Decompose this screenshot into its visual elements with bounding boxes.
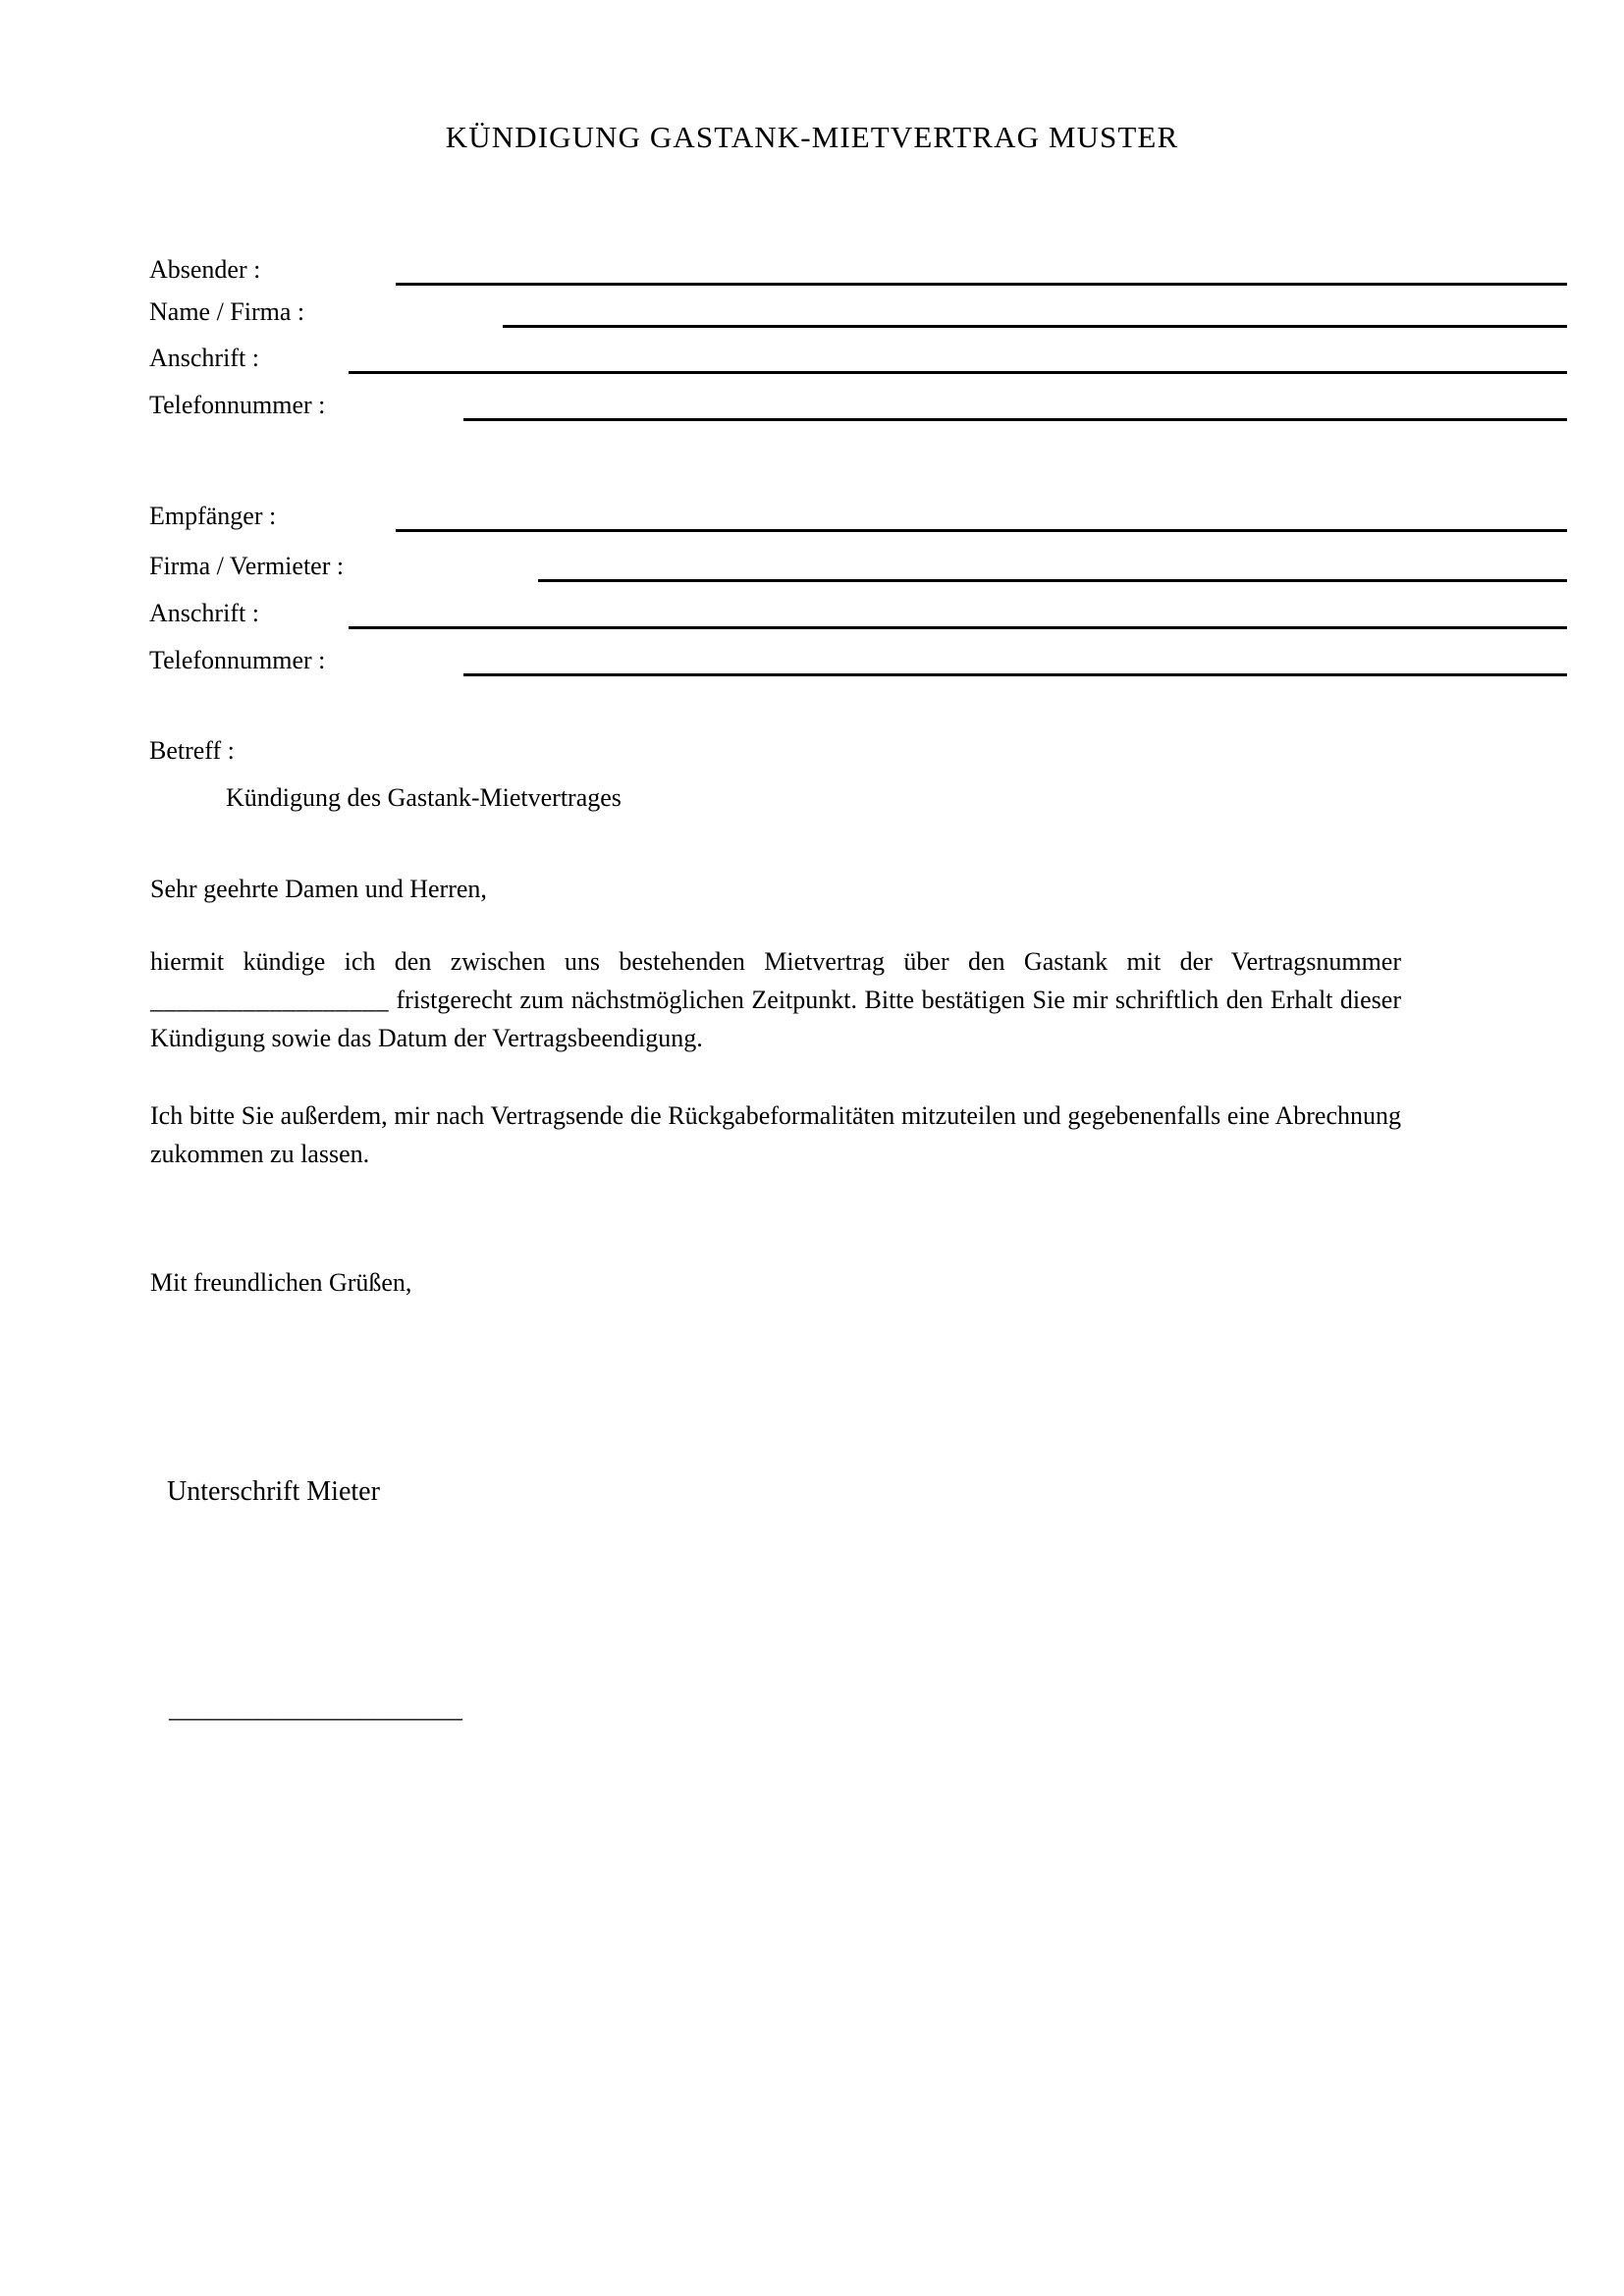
field-row-anschrift-recipient [149,599,1475,638]
body-paragraph-1-text-after: fristgerecht zum nächstmöglichen Zeitpunkt. Bitte bestätigen Sie mir schriftlich den Erhalt dieser Kündigung sowie das Datum der Vertragsbeendigung. [150,986,1401,1052]
field-rule-telefonnummer-sender[interactable] [463,418,1567,421]
field-label-telefonnummer-sender: Telefonnummer : [149,391,326,419]
salutation: Sehr geehrte Damen und Herren, [150,875,487,903]
field-label-name-firma: Name / Firma : [149,297,305,326]
field-rule-empfaenger[interactable] [396,529,1567,532]
field-label-anschrift-recipient: Anschrift : [149,599,259,627]
closing-line: Mit freundlichen Grüßen, [150,1268,412,1297]
field-label-empfaenger: Empfänger : [149,502,277,530]
body-paragraph-1-text-before: hiermit kündige ich den zwischen uns bestehenden Mietvertrag über den Gastank mit der Vertragsnummer [150,947,1401,976]
field-row-empfaenger [149,502,1475,541]
field-row-firma-vermieter [149,552,1475,591]
field-row-name-firma [149,297,1475,337]
field-rule-telefonnummer-recipient[interactable] [463,673,1567,676]
field-rule-absender[interactable] [396,283,1567,286]
subject-value: Kündigung des Gastank-Mietvertrages [226,783,622,812]
signature-caption: Unterschrift Mieter [167,1476,380,1507]
field-label-anschrift-sender: Anschrift : [149,344,259,372]
field-label-telefonnummer-recipient: Telefonnummer : [149,646,326,674]
page-title: KÜNDIGUNG GASTANK-MIETVERTRAG MUSTER [445,120,1179,154]
subject-label: Betreff : [149,736,235,765]
field-label-firma-vermieter: Firma / Vermieter : [149,552,345,580]
field-label-absender: Absender : [149,255,261,284]
field-rule-anschrift-sender[interactable] [349,371,1567,374]
field-row-telefonnummer-sender [149,391,1475,430]
contract-number-blank[interactable]: __________________ [150,986,389,1014]
body-paragraph-1 [150,942,1401,1057]
field-row-anschrift-sender [149,344,1475,383]
field-row-telefonnummer-recipient [149,646,1475,685]
body-paragraph-2: Ich bitte Sie außerdem, mir nach Vertragsende die Rückgabeformalitäten mitzuteilen und gegebenenfalls eine Abrechnung zukommen zu lassen. [150,1101,1401,1168]
field-rule-firma-vermieter[interactable] [538,579,1567,582]
signature-rule[interactable]: _______________________ [169,1694,462,1723]
field-row-absender [149,255,1475,294]
field-rule-name-firma[interactable] [503,325,1567,328]
field-rule-anschrift-recipient[interactable] [349,626,1567,629]
